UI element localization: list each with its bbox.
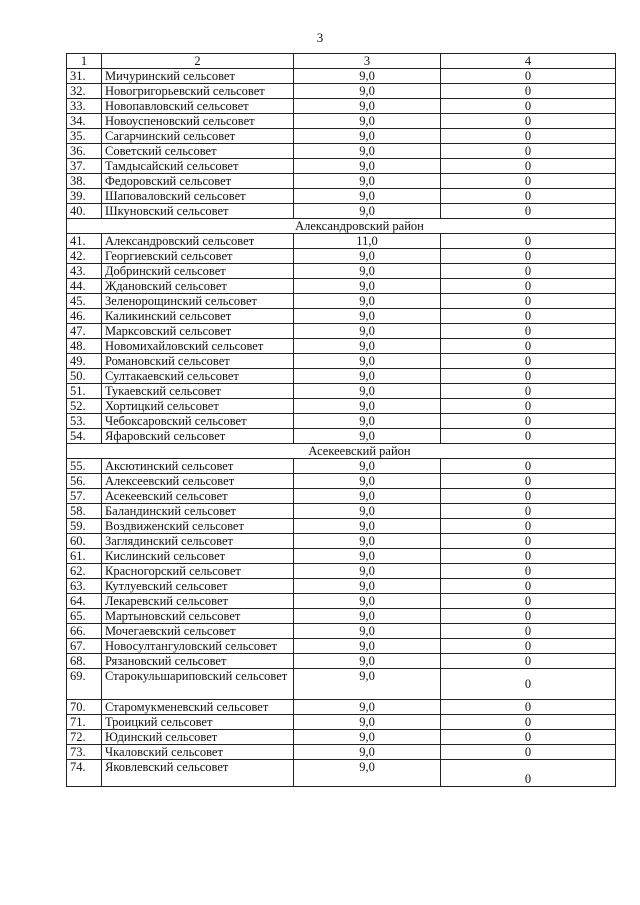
value-col-3: 9,0	[294, 309, 441, 324]
value-col-4: 0	[441, 579, 616, 594]
value-col-3: 9,0	[294, 519, 441, 534]
table-row	[67, 760, 616, 787]
value-col-4: 0	[441, 549, 616, 564]
row-number: 31.	[67, 69, 102, 84]
table-row	[67, 504, 616, 519]
value-col-3: 9,0	[294, 579, 441, 594]
district-name: Александровский район	[67, 219, 616, 234]
value-col-3: 9,0	[294, 474, 441, 489]
settlement-name: Зеленорощинский сельсовет	[102, 294, 294, 309]
value-col-3: 9,0	[294, 534, 441, 549]
row-number: 48.	[67, 339, 102, 354]
table-row	[67, 234, 616, 249]
settlement-name: Федоровский сельсовет	[102, 174, 294, 189]
row-number: 55.	[67, 459, 102, 474]
value-col-4: 0	[441, 414, 616, 429]
table-row	[67, 669, 616, 700]
value-col-3: 9,0	[294, 459, 441, 474]
value-col-4: 0	[441, 519, 616, 534]
settlement-name: Мичуринский сельсовет	[102, 69, 294, 84]
value-col-4: 0	[441, 114, 616, 129]
table-row	[67, 459, 616, 474]
value-col-4: 0	[441, 399, 616, 414]
table-row	[67, 534, 616, 549]
settlement-name: Шкуновский сельсовет	[102, 204, 294, 219]
settlement-name: Юдинский сельсовет	[102, 730, 294, 745]
table-row	[67, 564, 616, 579]
settlement-name: Старокульшариповский сельсовет	[102, 669, 294, 700]
row-number: 47.	[67, 324, 102, 339]
table-row	[67, 264, 616, 279]
table-body	[67, 54, 616, 787]
table-row	[67, 279, 616, 294]
settlement-name: Новопавловский сельсовет	[102, 99, 294, 114]
row-number: 43.	[67, 264, 102, 279]
settlement-name: Троицкий сельсовет	[102, 715, 294, 730]
table-row	[67, 384, 616, 399]
value-col-4: 0	[441, 700, 616, 715]
settlement-name: Сагарчинский сельсовет	[102, 129, 294, 144]
value-col-4: 0	[441, 384, 616, 399]
value-col-3: 9,0	[294, 324, 441, 339]
value-col-3: 9,0	[294, 114, 441, 129]
row-number: 65.	[67, 609, 102, 624]
settlement-name: Александровский сельсовет	[102, 234, 294, 249]
table-row	[67, 639, 616, 654]
value-col-3: 11,0	[294, 234, 441, 249]
row-number: 32.	[67, 84, 102, 99]
value-col-3: 9,0	[294, 414, 441, 429]
row-number: 68.	[67, 654, 102, 669]
settlement-name: Каликинский сельсовет	[102, 309, 294, 324]
value-col-3: 9,0	[294, 174, 441, 189]
value-col-3: 9,0	[294, 354, 441, 369]
settlement-name: Лекаревский сельсовет	[102, 594, 294, 609]
row-number: 73.	[67, 745, 102, 760]
value-col-4: 0	[441, 264, 616, 279]
row-number: 37.	[67, 159, 102, 174]
header-col-2: 2	[102, 54, 294, 69]
value-col-3: 9,0	[294, 609, 441, 624]
table-row	[67, 309, 616, 324]
row-number: 58.	[67, 504, 102, 519]
value-col-4: 0	[441, 459, 616, 474]
table-row	[67, 730, 616, 745]
value-col-3: 9,0	[294, 264, 441, 279]
row-number: 67.	[67, 639, 102, 654]
table-row	[67, 174, 616, 189]
row-number: 36.	[67, 144, 102, 159]
value-col-4: 0	[441, 624, 616, 639]
value-col-3: 9,0	[294, 339, 441, 354]
table-row	[67, 429, 616, 444]
value-col-4: 0	[441, 129, 616, 144]
value-col-3: 9,0	[294, 69, 441, 84]
value-col-3: 9,0	[294, 129, 441, 144]
settlement-name: Чебоксаровский сельсовет	[102, 414, 294, 429]
value-col-3: 9,0	[294, 715, 441, 730]
value-col-4: 0	[441, 489, 616, 504]
value-col-3: 9,0	[294, 639, 441, 654]
settlement-name: Мартыновский сельсовет	[102, 609, 294, 624]
value-col-4: 0	[441, 354, 616, 369]
settlement-name: Рязановский сельсовет	[102, 654, 294, 669]
table-row	[67, 99, 616, 114]
settlement-name: Тамдысайский сельсовет	[102, 159, 294, 174]
value-col-3: 9,0	[294, 429, 441, 444]
table-row	[67, 399, 616, 414]
settlement-name: Добринский сельсовет	[102, 264, 294, 279]
table-row	[67, 474, 616, 489]
value-col-3: 9,0	[294, 549, 441, 564]
header-col-1: 1	[67, 54, 102, 69]
value-col-4: 0	[441, 609, 616, 624]
value-col-3: 9,0	[294, 730, 441, 745]
row-number: 59.	[67, 519, 102, 534]
value-col-4: 0	[441, 369, 616, 384]
row-number: 72.	[67, 730, 102, 745]
row-number: 46.	[67, 309, 102, 324]
row-number: 70.	[67, 700, 102, 715]
value-col-4: 0	[441, 159, 616, 174]
row-number: 51.	[67, 384, 102, 399]
row-number: 33.	[67, 99, 102, 114]
table-row	[67, 700, 616, 715]
value-col-3: 9,0	[294, 745, 441, 760]
table-row	[67, 159, 616, 174]
value-col-3: 9,0	[294, 594, 441, 609]
row-number: 38.	[67, 174, 102, 189]
value-col-3: 9,0	[294, 99, 441, 114]
settlement-name: Алексеевский сельсовет	[102, 474, 294, 489]
settlement-name: Старомукменевский сельсовет	[102, 700, 294, 715]
row-number: 66.	[67, 624, 102, 639]
district-row	[67, 444, 616, 459]
table-row	[67, 624, 616, 639]
value-col-4: 0	[441, 564, 616, 579]
value-col-4: 0	[441, 474, 616, 489]
value-col-3: 9,0	[294, 159, 441, 174]
value-col-4: 0	[441, 309, 616, 324]
table-row	[67, 324, 616, 339]
value-col-4: 0	[441, 99, 616, 114]
table-row	[67, 579, 616, 594]
table-row	[67, 129, 616, 144]
row-number: 52.	[67, 399, 102, 414]
page-number: 3	[316, 30, 324, 45]
table-row	[67, 189, 616, 204]
table-row	[67, 519, 616, 534]
row-number: 62.	[67, 564, 102, 579]
district-name: Асекеевский район	[67, 444, 616, 459]
value-col-4: 0	[441, 249, 616, 264]
settlement-name: Красногорский сельсовет	[102, 564, 294, 579]
value-col-3: 9,0	[294, 399, 441, 414]
table-row	[67, 594, 616, 609]
value-col-3: 9,0	[294, 369, 441, 384]
settlement-name: Заглядинский сельсовет	[102, 534, 294, 549]
settlement-name: Мочегаевский сельсовет	[102, 624, 294, 639]
value-col-4: 0	[441, 324, 616, 339]
value-col-4: 0	[441, 534, 616, 549]
settlement-name: Чкаловский сельсовет	[102, 745, 294, 760]
settlement-name: Тукаевский сельсовет	[102, 384, 294, 399]
value-col-3: 9,0	[294, 84, 441, 99]
row-number: 57.	[67, 489, 102, 504]
row-number: 44.	[67, 279, 102, 294]
value-col-3: 9,0	[294, 144, 441, 159]
value-col-3: 9,0	[294, 294, 441, 309]
settlement-name: Султакаевский сельсовет	[102, 369, 294, 384]
table-row	[67, 609, 616, 624]
value-col-4: 0	[441, 144, 616, 159]
header-col-3: 3	[294, 54, 441, 69]
row-number: 54.	[67, 429, 102, 444]
value-col-3: 9,0	[294, 700, 441, 715]
value-col-3: 9,0	[294, 669, 441, 700]
row-number: 42.	[67, 249, 102, 264]
row-number: 45.	[67, 294, 102, 309]
row-number: 50.	[67, 369, 102, 384]
value-col-4: 0	[441, 279, 616, 294]
value-col-3: 9,0	[294, 564, 441, 579]
settlements-table	[66, 53, 616, 787]
settlement-name: Шаповаловский сельсовет	[102, 189, 294, 204]
value-col-3: 9,0	[294, 760, 441, 787]
settlement-name: Яковлевский сельсовет	[102, 760, 294, 787]
value-col-3: 9,0	[294, 189, 441, 204]
value-col-4: 0	[441, 504, 616, 519]
table-row	[67, 204, 616, 219]
settlement-name: Романовский сельсовет	[102, 354, 294, 369]
settlement-name: Асекеевский сельсовет	[102, 489, 294, 504]
row-number: 40.	[67, 204, 102, 219]
settlement-name: Георгиевский сельсовет	[102, 249, 294, 264]
settlement-name: Советский сельсовет	[102, 144, 294, 159]
value-col-4: 0	[441, 339, 616, 354]
value-col-4: 0	[441, 730, 616, 745]
row-number: 60.	[67, 534, 102, 549]
value-col-4: 0	[441, 760, 616, 787]
row-number: 41.	[67, 234, 102, 249]
settlement-name: Аксютинский сельсовет	[102, 459, 294, 474]
settlement-name: Хортицкий сельсовет	[102, 399, 294, 414]
table-row	[67, 294, 616, 309]
row-number: 39.	[67, 189, 102, 204]
value-col-4: 0	[441, 174, 616, 189]
value-col-4: 0	[441, 294, 616, 309]
value-col-3: 9,0	[294, 204, 441, 219]
row-number: 34.	[67, 114, 102, 129]
table-row	[67, 654, 616, 669]
value-col-3: 9,0	[294, 489, 441, 504]
header-col-4: 4	[441, 54, 616, 69]
row-number: 49.	[67, 354, 102, 369]
table-row	[67, 249, 616, 264]
table-row	[67, 715, 616, 730]
settlement-name: Воздвиженский сельсовет	[102, 519, 294, 534]
value-col-3: 9,0	[294, 249, 441, 264]
row-number: 61.	[67, 549, 102, 564]
row-number: 71.	[67, 715, 102, 730]
value-col-4: 0	[441, 669, 616, 700]
table-row	[67, 549, 616, 564]
row-number: 56.	[67, 474, 102, 489]
value-col-3: 9,0	[294, 504, 441, 519]
value-col-4: 0	[441, 69, 616, 84]
table-row	[67, 339, 616, 354]
settlement-name: Новоуспеновский сельсовет	[102, 114, 294, 129]
value-col-3: 9,0	[294, 624, 441, 639]
settlement-name: Новосултангуловский сельсовет	[102, 639, 294, 654]
value-col-4: 0	[441, 429, 616, 444]
row-number: 53.	[67, 414, 102, 429]
value-col-3: 9,0	[294, 654, 441, 669]
settlement-name: Ждановский сельсовет	[102, 279, 294, 294]
table-row	[67, 144, 616, 159]
value-col-4: 0	[441, 745, 616, 760]
value-col-4: 0	[441, 189, 616, 204]
settlement-name: Новогригорьевский сельсовет	[102, 84, 294, 99]
value-col-3: 9,0	[294, 384, 441, 399]
value-col-4: 0	[441, 234, 616, 249]
header-row	[67, 54, 616, 69]
row-number: 35.	[67, 129, 102, 144]
row-number: 74.	[67, 760, 102, 787]
settlement-name: Марксовский сельсовет	[102, 324, 294, 339]
value-col-4: 0	[441, 639, 616, 654]
table-row	[67, 745, 616, 760]
value-col-4: 0	[441, 204, 616, 219]
table-row	[67, 354, 616, 369]
settlement-name: Яфаровский сельсовет	[102, 429, 294, 444]
settlement-name: Новомихайловский сельсовет	[102, 339, 294, 354]
settlement-name: Кислинский сельсовет	[102, 549, 294, 564]
district-row	[67, 219, 616, 234]
value-col-4: 0	[441, 594, 616, 609]
row-number: 63.	[67, 579, 102, 594]
table-row	[67, 369, 616, 384]
value-col-4: 0	[441, 654, 616, 669]
table-row	[67, 489, 616, 504]
table-row	[67, 69, 616, 84]
row-number: 64.	[67, 594, 102, 609]
settlement-name: Баландинский сельсовет	[102, 504, 294, 519]
table-row	[67, 84, 616, 99]
settlement-name: Кутлуевский сельсовет	[102, 579, 294, 594]
value-col-3: 9,0	[294, 279, 441, 294]
table-row	[67, 114, 616, 129]
table-row	[67, 414, 616, 429]
value-col-4: 0	[441, 715, 616, 730]
value-col-4: 0	[441, 84, 616, 99]
row-number: 69.	[67, 669, 102, 700]
